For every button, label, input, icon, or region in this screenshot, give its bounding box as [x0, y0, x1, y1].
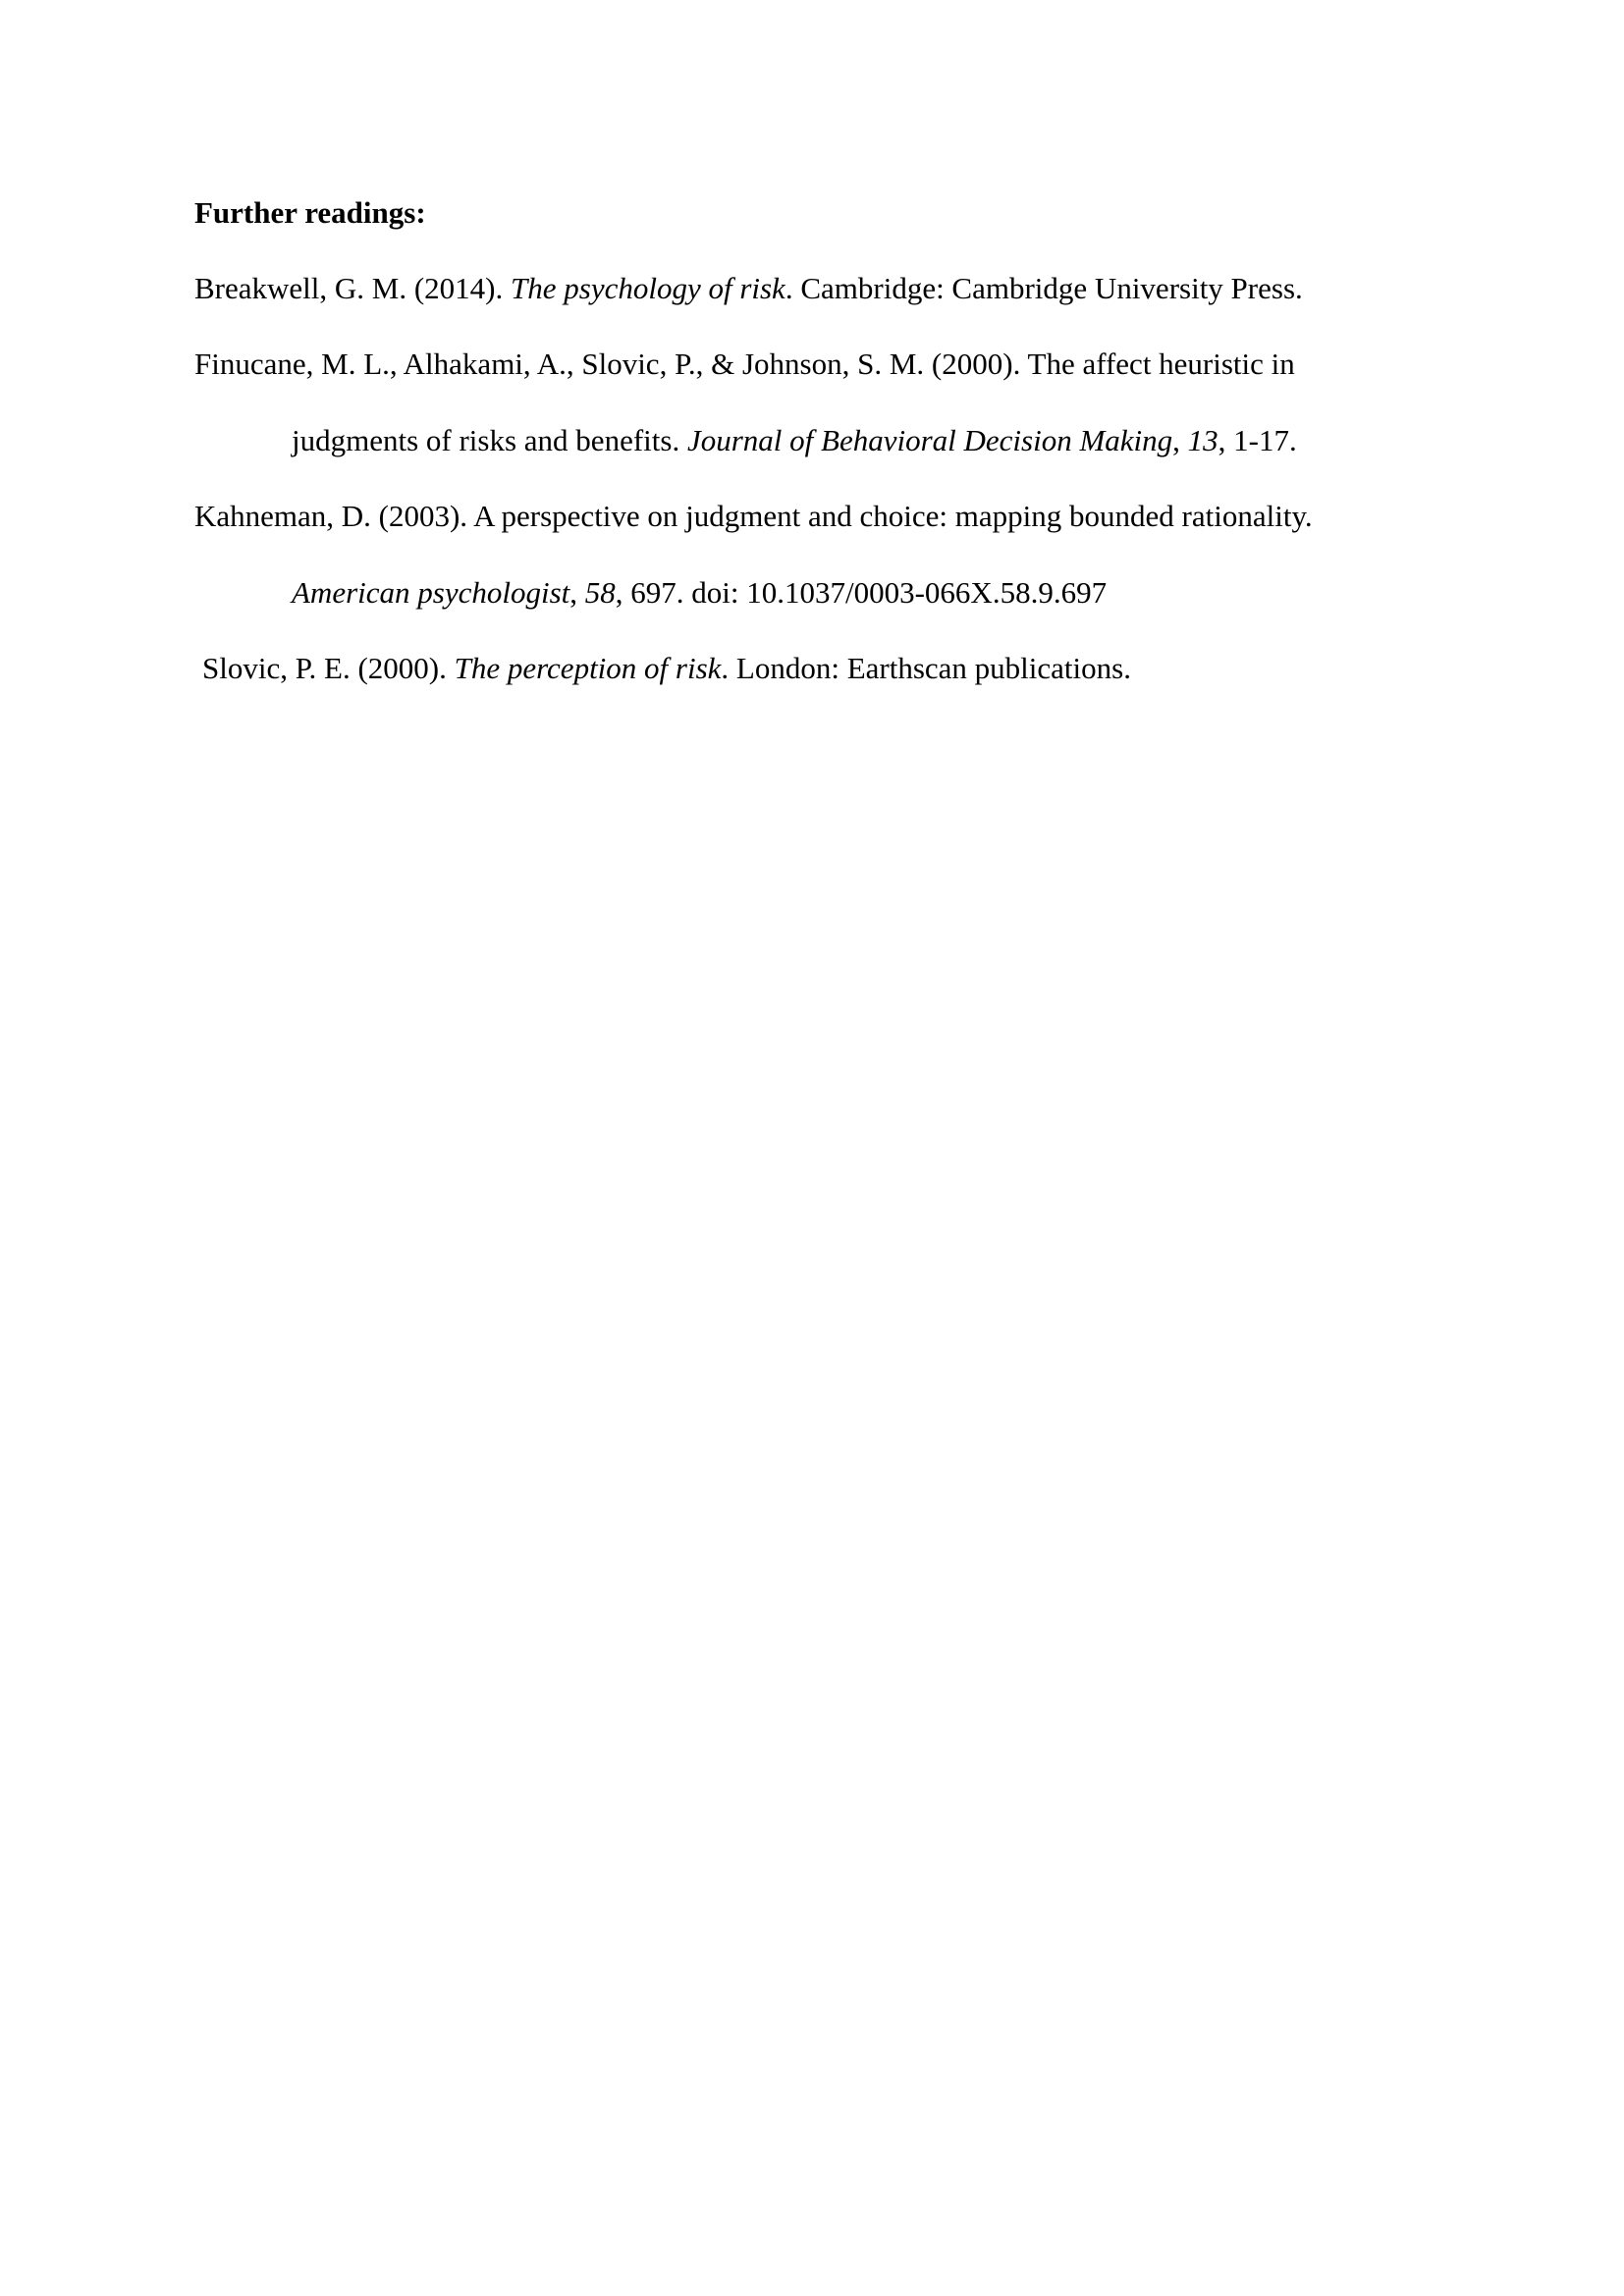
book-title: The psychology of risk: [511, 271, 785, 305]
reference-text: , 1-17.: [1218, 423, 1297, 457]
reference-text: . London: Earthscan publications.: [721, 651, 1131, 685]
reference-kahneman-line1: Kahneman, D. (2003). A perspective on judgment and choice: mapping bounded rationality.: [194, 499, 1313, 533]
reference-finucane-line1: Finucane, M. L., Alhakami, A., Slovic, P., & Johnson, S. M. (2000). The affect heuristic in: [194, 347, 1295, 381]
reference-text: , 697. doi: 10.1037/0003-066X.58.9.697: [615, 575, 1108, 610]
reference-kahneman-line2: [292, 573, 1107, 613]
journal-volume: 13: [1187, 423, 1218, 457]
journal-title: Journal of Behavioral Decision Making: [686, 423, 1173, 457]
journal-title: American psychologist: [292, 575, 570, 610]
reference-finucane-line2: [292, 421, 1297, 460]
journal-volume: 58: [584, 575, 616, 610]
reference-text: ,: [1172, 423, 1188, 457]
reference-slovic: [202, 649, 1131, 688]
section-heading: Further readings:: [194, 195, 426, 230]
reference-text: ,: [569, 575, 585, 610]
book-title: The perception of risk: [454, 651, 722, 685]
reference-text: judgments of risks and benefits.: [292, 423, 687, 457]
reference-text: Slovic, P. E. (2000).: [202, 651, 455, 685]
reference-text: . Cambridge: Cambridge University Press.: [785, 271, 1303, 305]
reference-breakwell: [194, 269, 1303, 308]
reference-text: Breakwell, G. M. (2014).: [194, 271, 511, 305]
